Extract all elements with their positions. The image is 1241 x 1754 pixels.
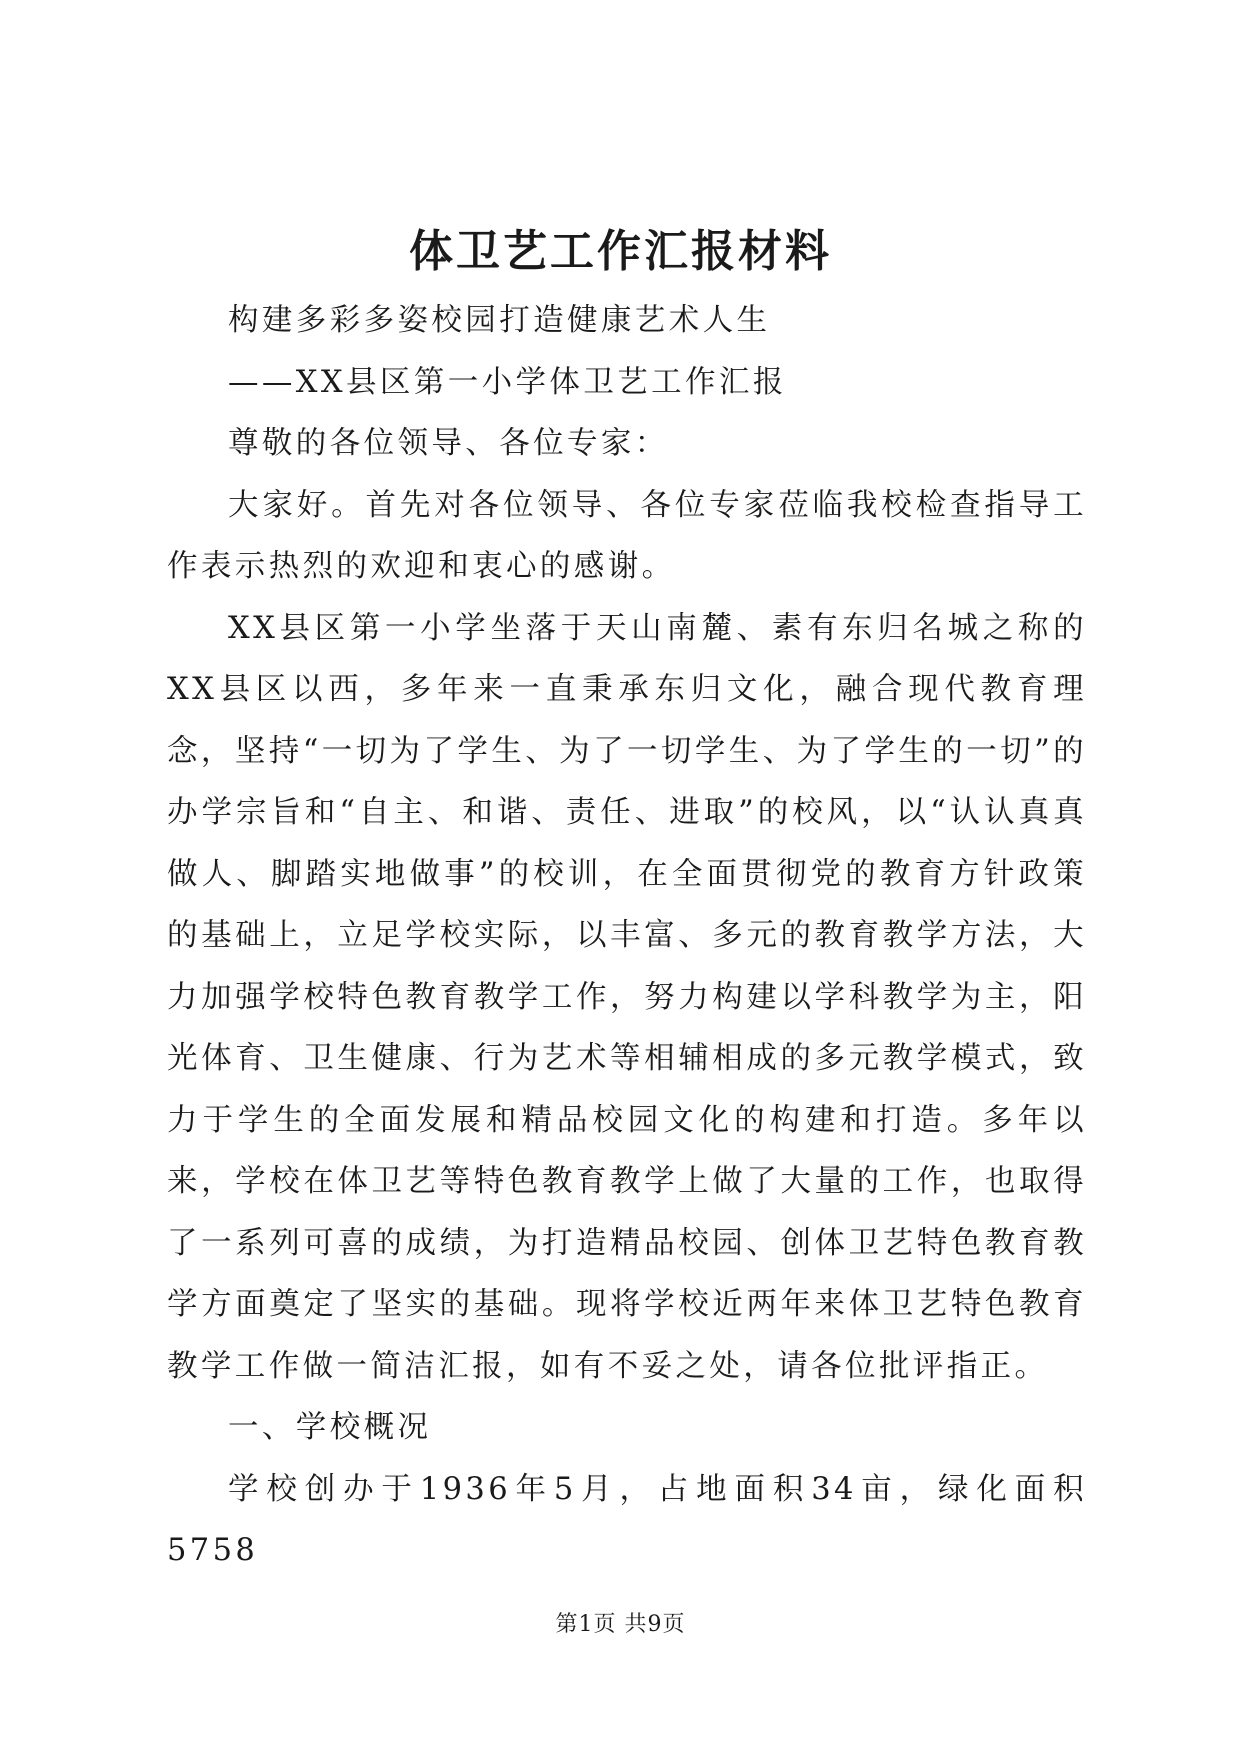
- school-overview-paragraph: 学校创办于1936年5月，占地面积34亩，绿化面积5758: [167, 1471, 1087, 1568]
- page-number-footer: 第1页 共9页: [555, 1612, 686, 1637]
- document-title: 体卫艺工作汇报材料: [409, 226, 832, 277]
- subtitle-report-line: ——XX县区第一小学体卫艺工作汇报: [228, 364, 787, 400]
- section-heading-school-overview: 一、学校概况: [228, 1410, 432, 1445]
- greeting-paragraph: 大家好。首先对各位领导、各位专家莅临我校检查指导工作表示热烈的欢迎和衷心的感谢。: [167, 487, 1087, 584]
- salutation-paragraph: 尊敬的各位领导、各位专家：: [228, 426, 669, 461]
- document-body: [167, 290, 1087, 1582]
- subtitle-line: 构建多彩多姿校园打造健康艺术人生: [228, 303, 771, 338]
- intro-paragraph: XX县区第一小学坐落于天山南麓、素有东归名城之称的XX县区以西，多年来一直秉承东归文化，融合现代教育理念，坚持“一切为了学生、为了一切学生、为了学生的一切”的办学宗旨和“自主、和谐、责任、进取”的校风，以“认认真真做人、脚踏实地做事”的校训，在全面贯彻党的教育方针政策的基础上，立足学校实际，以丰富、多元的教育教学方法，大力加强学校特色教育教学工作，努力构建以学科教学为主，阳光体育、卫生健康、行为艺术等相辅相成的多元教学模式，致力于学生的全面发展和精品校园文化的构建和打造。多年以来，学校在体卫艺等特色教育教学上做了大量的工作，也取得了一系列可喜的成绩，为打造精品校园、创体卫艺特色教育教学方面奠定了坚实的基础。现将学校近两年来体卫艺特色教育教学工作做一简洁汇报，如有不妥之处，请各位批评指正。: [167, 610, 1087, 1384]
